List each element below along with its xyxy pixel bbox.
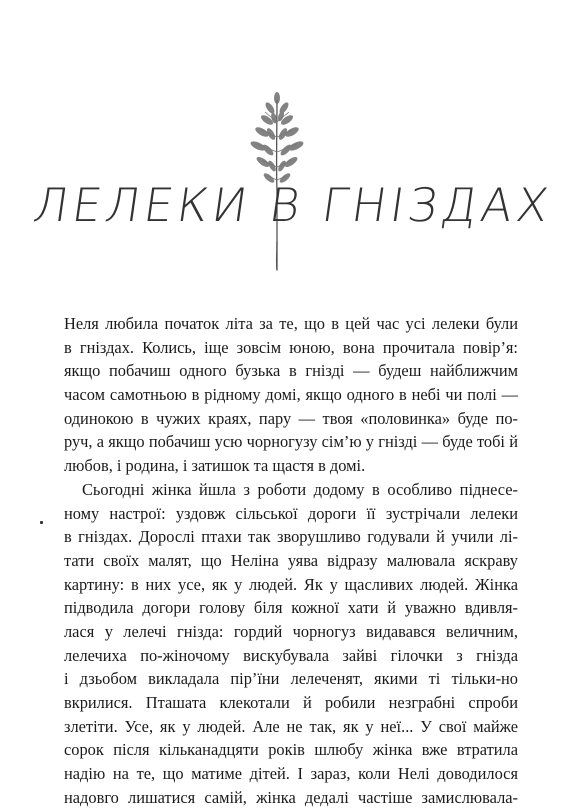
text-line: підводила догори голову біля кожної хати й уважно вдивля- <box>64 598 518 618</box>
text-line: тати своїх малят, що Неліна уява відразу малювала яскраву <box>64 550 518 570</box>
text-line: часом самотньою в рідному домі, якщо одного в небі чи полі — <box>64 385 518 405</box>
text-line: в гніздах. Колись, іще зовсім юною, вона прочитала повір’я: <box>64 337 518 357</box>
text-line: надовго лишатися самій, жінка дедалі частіше замислювала- <box>64 787 518 807</box>
margin-mark <box>40 521 43 524</box>
chapter-title: ЛЕЛЕКИ В ГНІЗДАХ <box>30 178 556 232</box>
text-line: злетіти. Усе, як у людей. Але не так, як у неї... У свої майже <box>64 716 518 736</box>
text-line: лелечиха по-жіночому вискубувала зайві гілочки з гнізда <box>64 645 518 665</box>
chapter-body <box>64 312 518 809</box>
text-line: руч, а якщо побачиш усю чорногузу сім’ю у гнізді — буде тобі й <box>64 432 518 452</box>
text-line: любов, і родина, і затишок та щастя в домі. <box>64 456 366 476</box>
text-line: в гніздах. Дорослі птахи так зворушливо годували й учили лі- <box>64 527 518 547</box>
paragraph <box>64 312 518 478</box>
text-line: якщо побачиш одного бузька в гнізді — будеш найближчим <box>64 361 518 381</box>
text-line: вкрилися. Пташата клекотали й робили незграбні спроби <box>64 693 518 712</box>
text-line: картину: в них усе, як у людей. Як у щасливих людей. Жінка <box>64 574 518 594</box>
paragraph <box>64 478 518 809</box>
text-line: одинокою в чужих краях, пару — твоя «половинка» буде по- <box>64 408 518 428</box>
text-line: Сьогодні жінка йшла з роботи додому в особливо піднесе- <box>82 479 518 499</box>
text-line: Неля любила початок літа за те, що в цей час усі лелеки були <box>64 314 518 333</box>
text-line: ному настрої: уздовж сільської дороги її зустрічали лелеки <box>64 503 518 523</box>
text-line: лася у лелечі гнізда: гордий чорногуз видавався величним, <box>64 621 518 641</box>
text-line: і дзьобом викладала пір’їни лелеченят, якими ті тільки-но <box>64 669 518 689</box>
text-line: надію на те, що матиме дітей. І зараз, коли Нелі доводилося <box>64 764 518 784</box>
text-line: сорок після кільканадцяти років шлюбу жінка вже втратила <box>64 740 518 760</box>
